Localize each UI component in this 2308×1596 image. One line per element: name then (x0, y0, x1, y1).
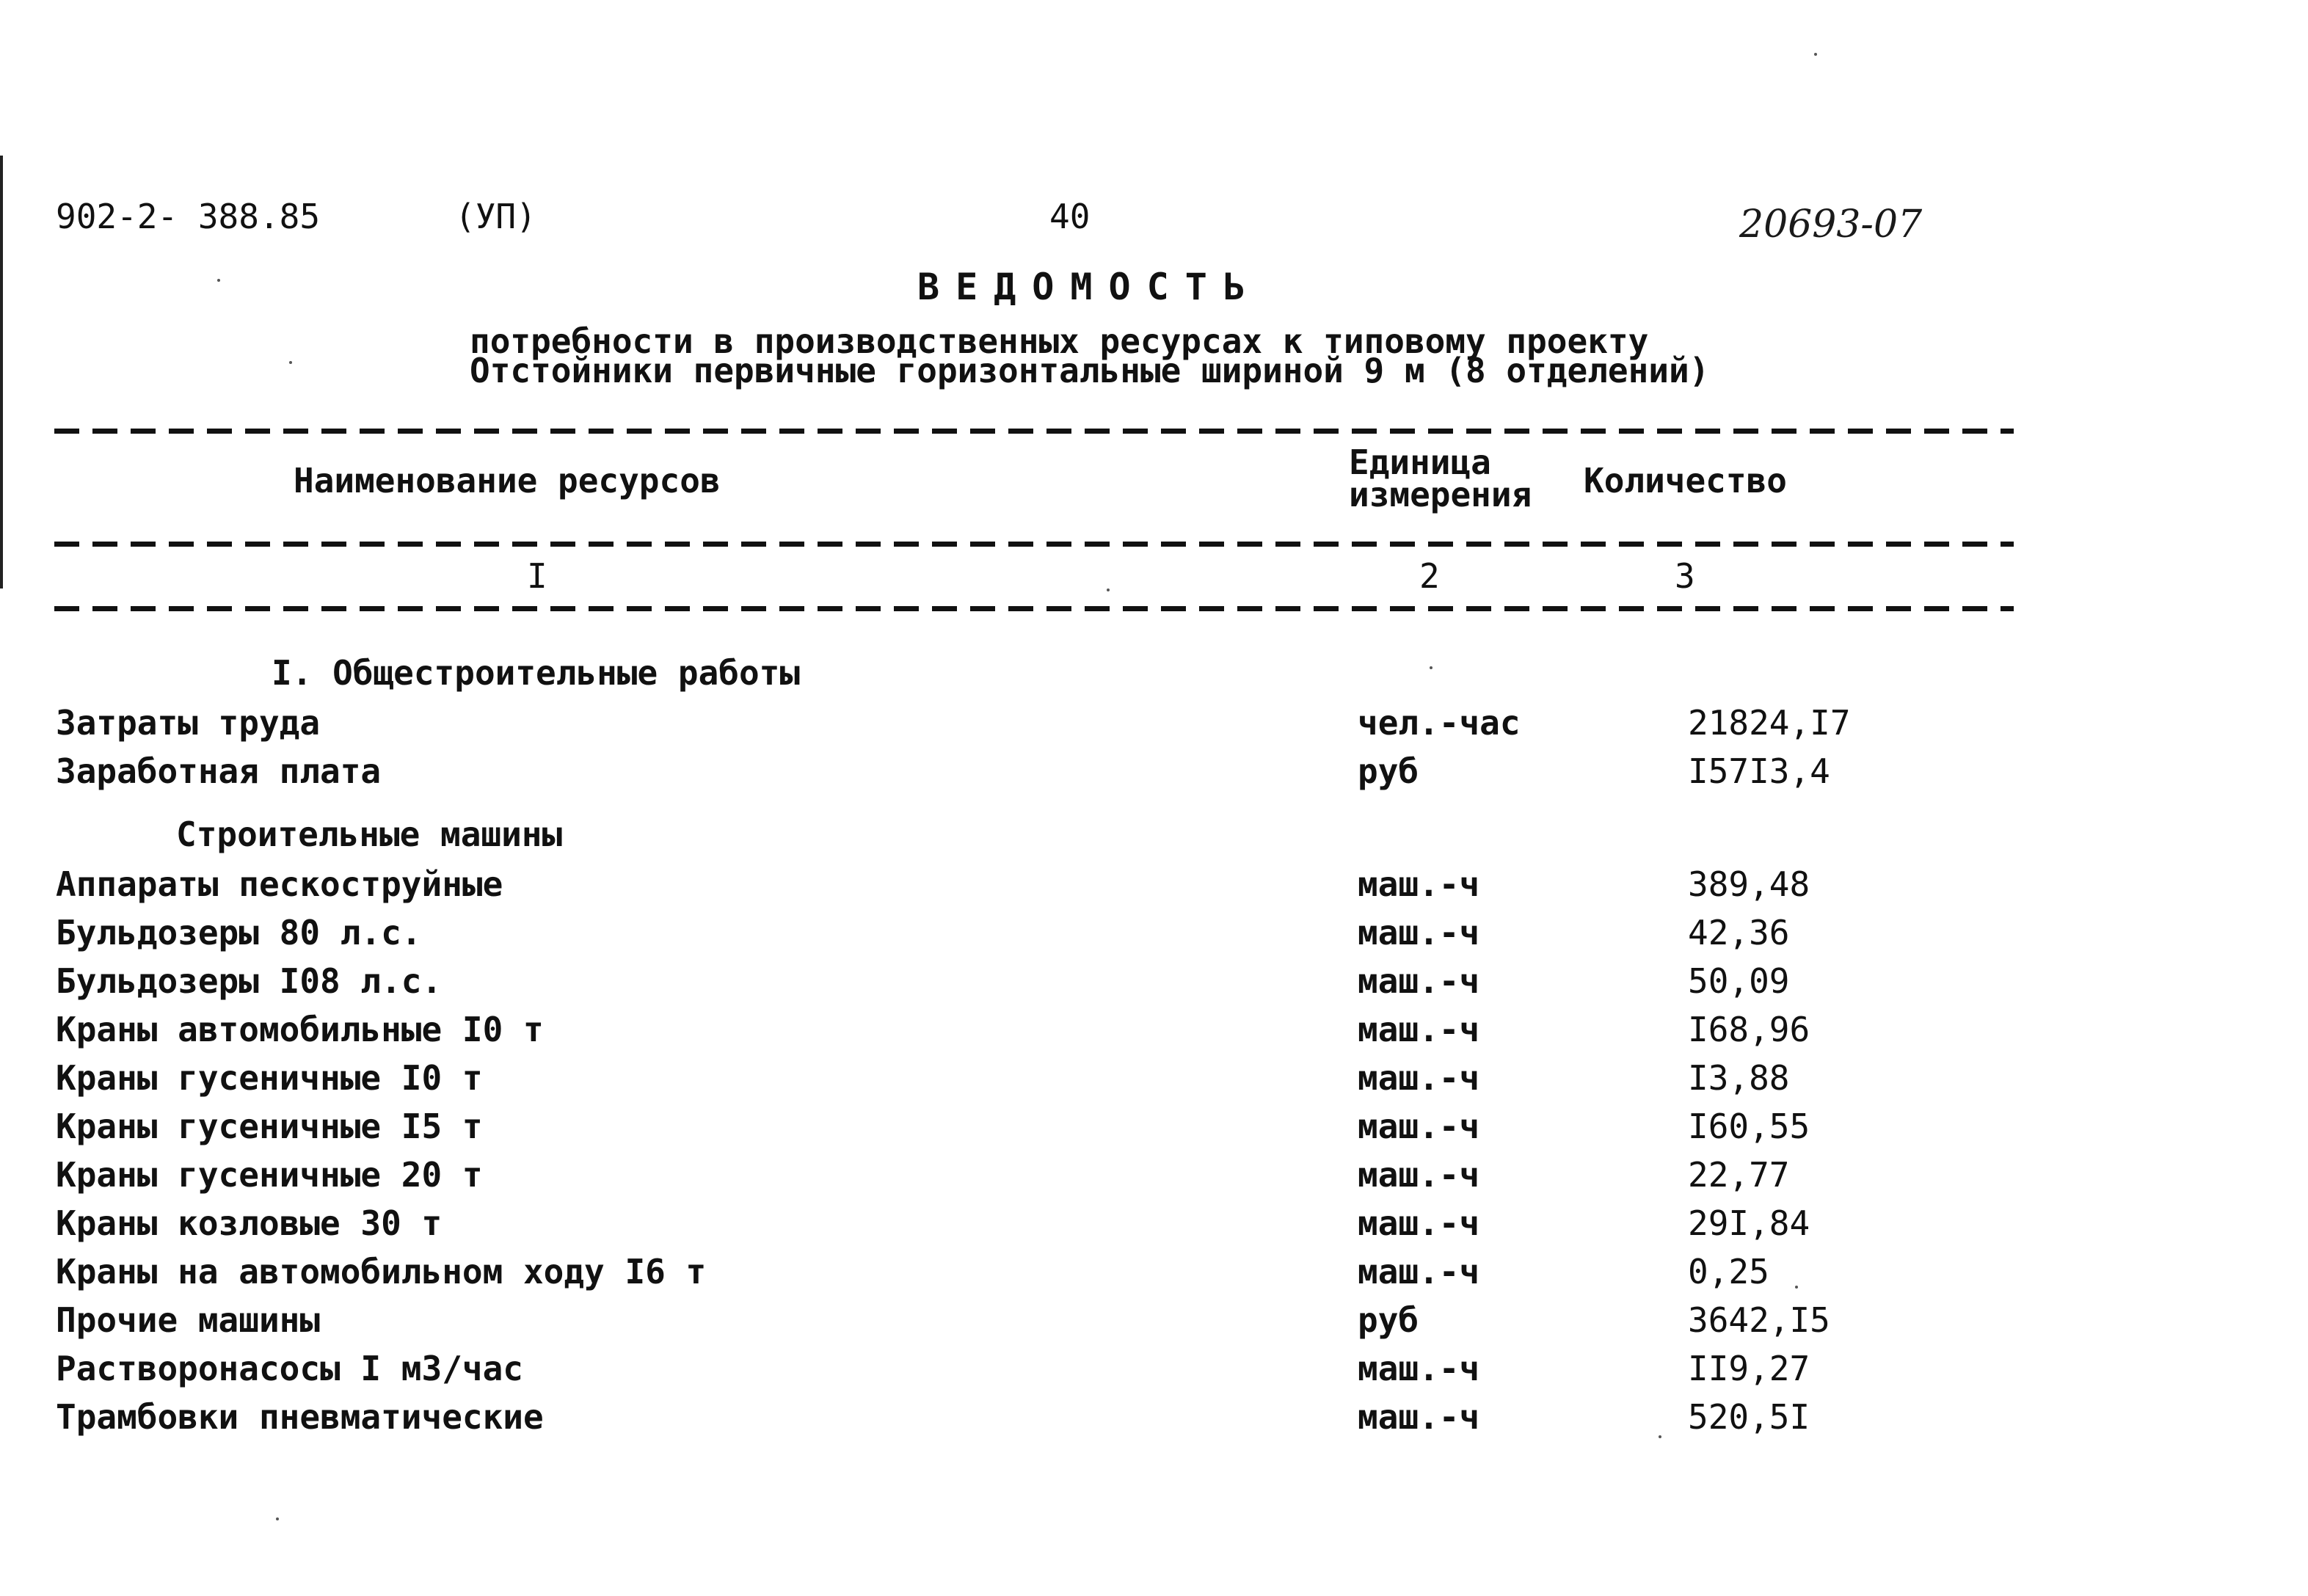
scan-speck (289, 361, 292, 364)
table-rule-middle (54, 542, 2014, 547)
unit-of-measure: маш.-ч (1358, 1010, 1480, 1049)
resource-name: Краны гусеничные 20 т (56, 1155, 483, 1195)
scan-speck (1107, 589, 1110, 591)
section-title: I. Общестроительные работы (272, 653, 801, 693)
quantity-value: 22,77 (1688, 1155, 1790, 1195)
quantity-value: 389,48 (1688, 864, 1810, 904)
table-row (0, 703, 2308, 751)
unit-of-measure: руб (1358, 1300, 1419, 1340)
unit-of-measure: маш.-ч (1358, 961, 1480, 1001)
resource-name: Краны гусеничные I0 т (56, 1058, 483, 1098)
unit-of-measure: маш.-ч (1358, 1397, 1480, 1437)
table-row (0, 1058, 2308, 1107)
scan-speck (1659, 1435, 1661, 1438)
quantity-value: I68,96 (1688, 1010, 1810, 1049)
column-header-quantity: Количество (1584, 461, 1787, 500)
quantity-value: 29I,84 (1688, 1203, 1810, 1243)
unit-of-measure: маш.-ч (1358, 1349, 1480, 1388)
table-row (0, 1155, 2308, 1203)
table-row (0, 1300, 2308, 1349)
table-row (0, 1349, 2308, 1397)
table-row (0, 1010, 2308, 1058)
column-number-2: 2 (1419, 556, 1440, 596)
scan-speck (276, 1517, 279, 1520)
unit-of-measure: маш.-ч (1358, 913, 1480, 952)
unit-of-measure: чел.-час (1358, 703, 1521, 743)
unit-of-measure: маш.-ч (1358, 1252, 1480, 1291)
resource-name: Прочие машины (56, 1300, 321, 1340)
column-number-3: 3 (1675, 556, 1695, 596)
table-row (0, 1203, 2308, 1252)
column-header-unit-line2: измерения (1349, 475, 1532, 514)
resource-name: Краны на автомобильном ходу I6 т (56, 1252, 707, 1291)
scan-speck (1814, 53, 1817, 56)
resource-name: Бульдозеры 80 л.с. (56, 913, 422, 952)
quantity-value: 50,09 (1688, 961, 1790, 1001)
table-row (0, 751, 2308, 800)
unit-of-measure: маш.-ч (1358, 1155, 1480, 1195)
table-row (0, 1107, 2308, 1155)
quantity-value: 3642,I5 (1688, 1300, 1830, 1340)
quantity-value: I3,88 (1688, 1058, 1790, 1098)
table-row (0, 913, 2308, 961)
unit-of-measure: маш.-ч (1358, 1107, 1480, 1146)
table-row (0, 864, 2308, 913)
document-code: 902-2- 388.85 (56, 197, 321, 236)
album-code: (УП) (455, 197, 536, 236)
unit-of-measure: руб (1358, 751, 1419, 791)
resource-name: Трамбовки пневматические (56, 1397, 544, 1437)
left-margin-line (0, 156, 3, 589)
table-row (0, 1252, 2308, 1300)
table-rule-top (54, 429, 2014, 434)
scan-speck (217, 279, 220, 282)
unit-of-measure: маш.-ч (1358, 1203, 1480, 1243)
column-header-unit (1349, 442, 1532, 514)
resource-name: Краны гусеничные I5 т (56, 1107, 483, 1146)
document-title: ВЕДОМОСТЬ (917, 266, 1262, 308)
resource-name: Краны козловые 30 т (56, 1203, 443, 1243)
resource-name: Аппараты пескоструйные (56, 864, 503, 904)
column-header-unit-line1: Единица (1349, 442, 1491, 482)
inventory-number: 20693-07 (1739, 203, 1923, 247)
resource-name: Растворонасосы I м3/час (56, 1349, 523, 1388)
quantity-value: 520,5I (1688, 1397, 1810, 1437)
quantity-value: 21824,I7 (1688, 703, 1851, 743)
subtitle-line-2: Отстойники первичные горизонтальные шириной 9 м (8 отделений) (470, 351, 1710, 390)
page-number: 40 (1049, 197, 1091, 236)
subtitle-line-1: потребности в производственных ресурсах к типовому проекту (470, 321, 1649, 361)
column-header-name: Наименование ресурсов (294, 461, 721, 500)
unit-of-measure: маш.-ч (1358, 1058, 1480, 1098)
resource-name: Бульдозеры I08 л.с. (56, 961, 443, 1001)
resource-name: Краны автомобильные I0 т (56, 1010, 544, 1049)
resource-name: Заработная плата (56, 751, 382, 791)
scan-speck (1430, 666, 1433, 669)
quantity-value: 42,36 (1688, 913, 1790, 952)
quantity-value: I57I3,4 (1688, 751, 1830, 791)
scan-speck (1795, 1286, 1798, 1289)
quantity-value: 0,25 (1688, 1252, 1769, 1291)
table-row (0, 1397, 2308, 1446)
column-number-1: I (527, 556, 547, 596)
quantity-value: II9,27 (1688, 1349, 1810, 1388)
quantity-value: I60,55 (1688, 1107, 1810, 1146)
resource-name: Затраты труда (56, 703, 321, 743)
table-row (0, 961, 2308, 1010)
subsection-title: Строительные машины (176, 815, 563, 854)
table-rule-bottom (54, 606, 2014, 611)
unit-of-measure: маш.-ч (1358, 864, 1480, 904)
